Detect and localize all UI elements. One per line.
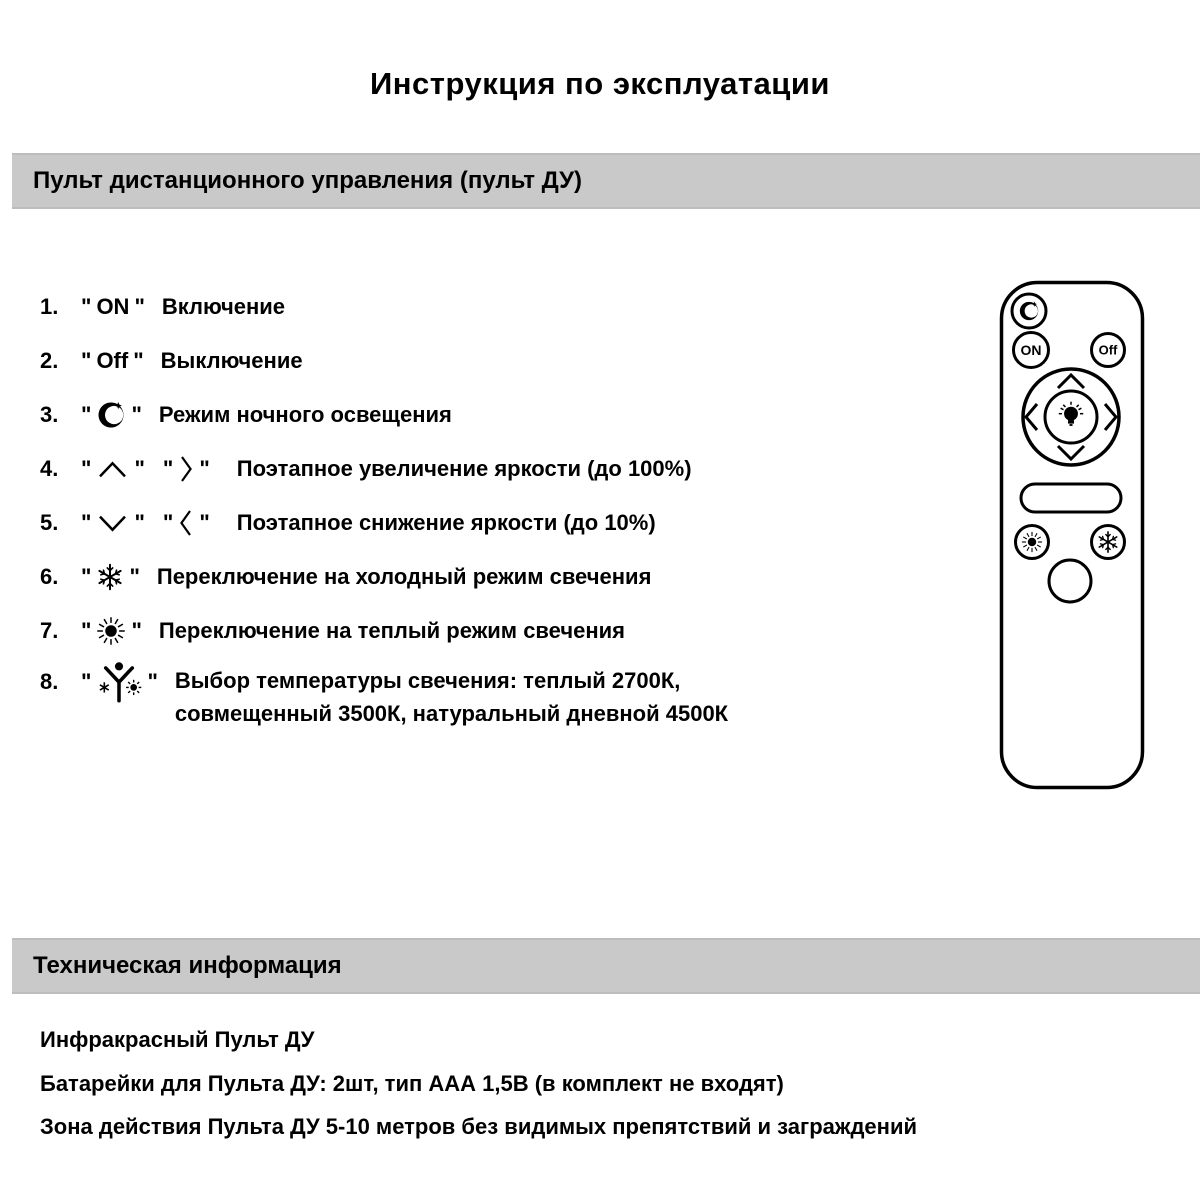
quote-mark: " (131, 618, 142, 643)
item-number: 3. (40, 402, 59, 427)
angle-left-icon (178, 508, 194, 538)
button-name-on: ON (96, 294, 130, 319)
item-number: 1. (40, 294, 59, 319)
quote-mark: " (81, 402, 92, 427)
quote-mark: " (81, 618, 92, 643)
item-number: 2. (40, 348, 59, 373)
item-description: Поэтапное снижение яркости (до 10%) (236, 510, 656, 535)
list-item-brightness-up (40, 442, 728, 496)
quote-mark: " (81, 564, 92, 589)
sun-icon (96, 616, 126, 646)
quote-mark: " (129, 564, 140, 589)
button-name-off: Off (96, 348, 129, 373)
quote-mark: " (199, 510, 210, 535)
list-item-on (40, 280, 728, 334)
item-number: 4. (40, 456, 59, 481)
item-description: Переключение на теплый режим свечения (158, 618, 626, 643)
quote-mark: " (81, 456, 92, 481)
list-item-brightness-down (40, 496, 728, 550)
remote-on-label: ON (1020, 342, 1042, 358)
item-description-line1: Выбор температуры свечения: теплый 2700К, (174, 668, 681, 693)
tech-info-line: Инфракрасный Пульт ДУ (40, 1027, 315, 1052)
item-number: 8. (40, 669, 59, 694)
quote-mark: " (131, 402, 142, 427)
quote-mark: " (81, 348, 92, 373)
quote-mark: " (162, 456, 174, 481)
section-header-tech (12, 938, 1200, 994)
quote-mark: " (81, 294, 92, 319)
section-header-remote-label: Пульт дистанционного управления (пульт ДУ) (33, 167, 582, 194)
quote-mark: " (134, 510, 145, 535)
snowflake-icon (96, 563, 124, 591)
list-item-temp-select (40, 658, 728, 730)
quote-mark: " (81, 510, 92, 535)
item-number: 7. (40, 618, 59, 643)
section-header-remote (12, 153, 1200, 209)
item-description-line2: совмещенный 3500К, натуральный дневной 4500К (174, 701, 729, 726)
item-description: Выключение (160, 348, 303, 373)
moon-icon (96, 400, 126, 430)
quote-mark: " (134, 456, 145, 481)
item-description: Режим ночного освещения (158, 402, 452, 427)
section-header-tech-label: Техническая информация (33, 952, 342, 979)
quote-mark: " (81, 669, 92, 694)
remote-control-illustration (999, 280, 1145, 790)
quote-mark: " (147, 669, 158, 694)
quote-mark: " (134, 294, 145, 319)
quote-mark: " (133, 348, 144, 373)
page-title: Инструкция по эксплуатации (370, 66, 830, 101)
item-number: 6. (40, 564, 59, 589)
list-item-night-mode (40, 388, 728, 442)
tech-info-line: Батарейки для Пульта ДУ: 2шт, тип ААА 1,5В (в комплект не входят) (40, 1070, 784, 1096)
list-item-warm-mode (40, 604, 728, 658)
tech-info-line: Зона действия Пульта ДУ 5-10 метров без видимых препятствий и заграждений (40, 1114, 918, 1139)
quote-mark: " (199, 456, 210, 481)
tech-info (40, 1018, 917, 1149)
chevron-down-icon (96, 511, 129, 536)
item-description: Включение (161, 294, 286, 319)
remote-instructions-list (40, 280, 728, 730)
list-item-off (40, 334, 728, 388)
temp-select-icon (96, 660, 142, 706)
angle-right-icon (178, 454, 194, 484)
item-description: Переключение на холодный режим свечения (156, 564, 652, 589)
item-number: 5. (40, 510, 59, 535)
list-item-cold-mode (40, 550, 728, 604)
chevron-up-icon (96, 457, 129, 482)
item-description (175, 664, 728, 730)
item-description: Поэтапное увеличение яркости (до 100%) (236, 456, 692, 481)
remote-off-label: Off (1098, 342, 1118, 358)
quote-mark: " (162, 510, 174, 535)
